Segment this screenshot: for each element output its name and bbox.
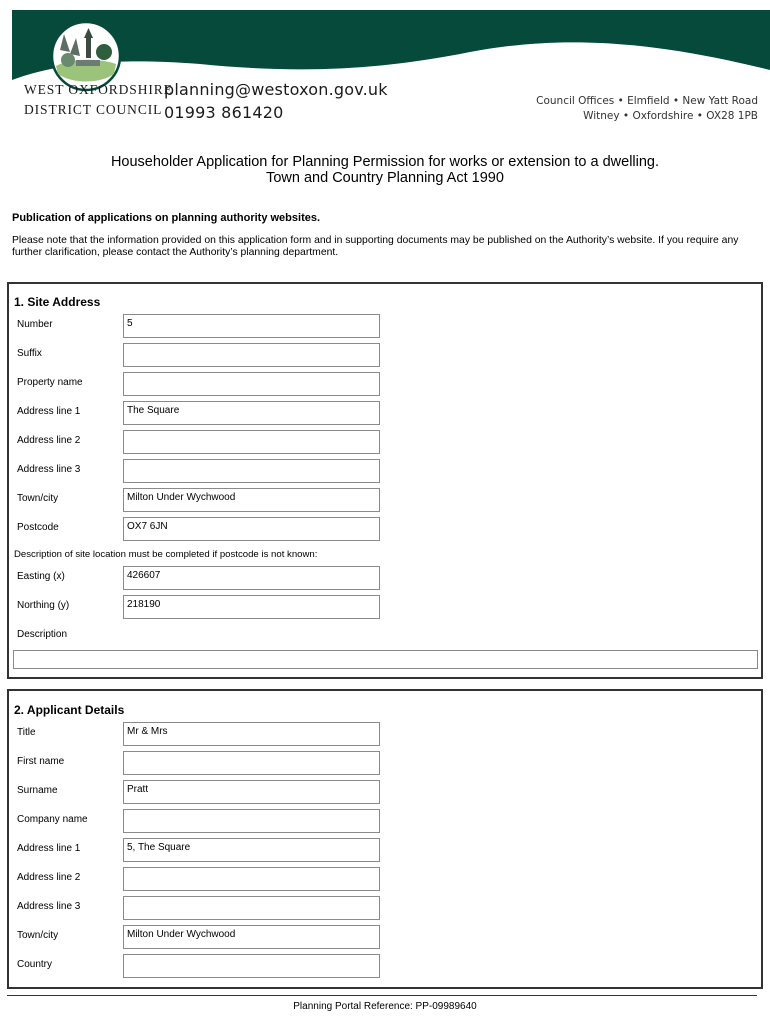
field-label: Postcode <box>17 522 59 533</box>
address-line1-input[interactable]: The Square <box>123 401 380 425</box>
org-name-line2: DISTRICT COUNCIL <box>24 102 163 117</box>
site-address-section <box>7 282 763 679</box>
applicant-town-city-input[interactable]: Milton Under Wychwood <box>123 925 380 949</box>
applicant-details-section <box>7 689 763 989</box>
company-name-input[interactable] <box>123 809 380 833</box>
field-label: First name <box>17 756 65 767</box>
description-input[interactable] <box>13 650 758 669</box>
field-label: Company name <box>17 814 88 825</box>
field-label: Address line 1 <box>17 406 81 417</box>
field-label: Address line 2 <box>17 872 81 883</box>
northing-input[interactable]: 218190 <box>123 595 380 619</box>
section-heading: 1. Site Address <box>14 295 101 309</box>
document-subtitle: Town and Country Planning Act 1990 <box>266 170 504 186</box>
office-address-line2: Witney • Oxfordshire • OX28 1PB <box>583 110 758 122</box>
applicant-address-line1-input[interactable]: 5, The Square <box>123 838 380 862</box>
field-label: Surname <box>17 785 58 796</box>
easting-input[interactable]: 426607 <box>123 566 380 590</box>
property-name-input[interactable] <box>123 372 380 396</box>
first-name-input[interactable] <box>123 751 380 775</box>
field-label: Suffix <box>17 348 42 359</box>
field-label: Address line 3 <box>17 464 81 475</box>
section-heading: 2. Applicant Details <box>14 703 125 717</box>
publication-text: Please note that the information provided on this application form and in supporting documents may be published on the Authority’s website. If you require any further clarification, please contact the Authority’s planning department. <box>12 235 739 258</box>
field-label: Number <box>17 319 53 330</box>
field-label: Address line 2 <box>17 435 81 446</box>
title-input[interactable]: Mr & Mrs <box>123 722 380 746</box>
field-label: Northing (y) <box>17 600 70 611</box>
field-label: Title <box>17 727 36 738</box>
field-label: Country <box>17 959 53 970</box>
address-line3-input[interactable] <box>123 459 380 483</box>
office-address-line1: Council Offices • Elmfield • New Yatt Road <box>536 95 758 107</box>
number-input[interactable]: 5 <box>123 314 380 338</box>
footer-divider <box>7 995 757 996</box>
applicant-address-line3-input[interactable] <box>123 896 380 920</box>
document-title: Householder Application for Planning Permission for works or extension to a dwelling. <box>110 154 660 170</box>
field-label: Town/city <box>17 493 59 504</box>
field-label: Property name <box>17 377 83 388</box>
country-input[interactable] <box>123 954 380 978</box>
surname-input[interactable]: Pratt <box>123 780 380 804</box>
town-city-input[interactable]: Milton Under Wychwood <box>123 488 380 512</box>
field-label: Town/city <box>17 930 59 941</box>
location-note: Description of site location must be completed if postcode is not known: <box>14 549 318 560</box>
field-label: Description <box>17 629 68 640</box>
address-line2-input[interactable] <box>123 430 380 454</box>
suffix-input[interactable] <box>123 343 380 367</box>
org-name-line1: WEST OXFORDSHIRE <box>24 82 173 97</box>
portal-reference: Planning Portal Reference: PP-09989640 <box>293 1001 477 1012</box>
field-label: Address line 1 <box>17 843 81 854</box>
applicant-address-line2-input[interactable] <box>123 867 380 891</box>
contact-phone: 01993 861420 <box>164 103 284 122</box>
publication-heading: Publication of applications on planning authority websites. <box>12 212 321 224</box>
postcode-input[interactable]: OX7 6JN <box>123 517 380 541</box>
field-label: Address line 3 <box>17 901 81 912</box>
field-label: Easting (x) <box>17 571 65 582</box>
contact-email[interactable]: planning@westoxon.gov.uk <box>164 80 388 99</box>
